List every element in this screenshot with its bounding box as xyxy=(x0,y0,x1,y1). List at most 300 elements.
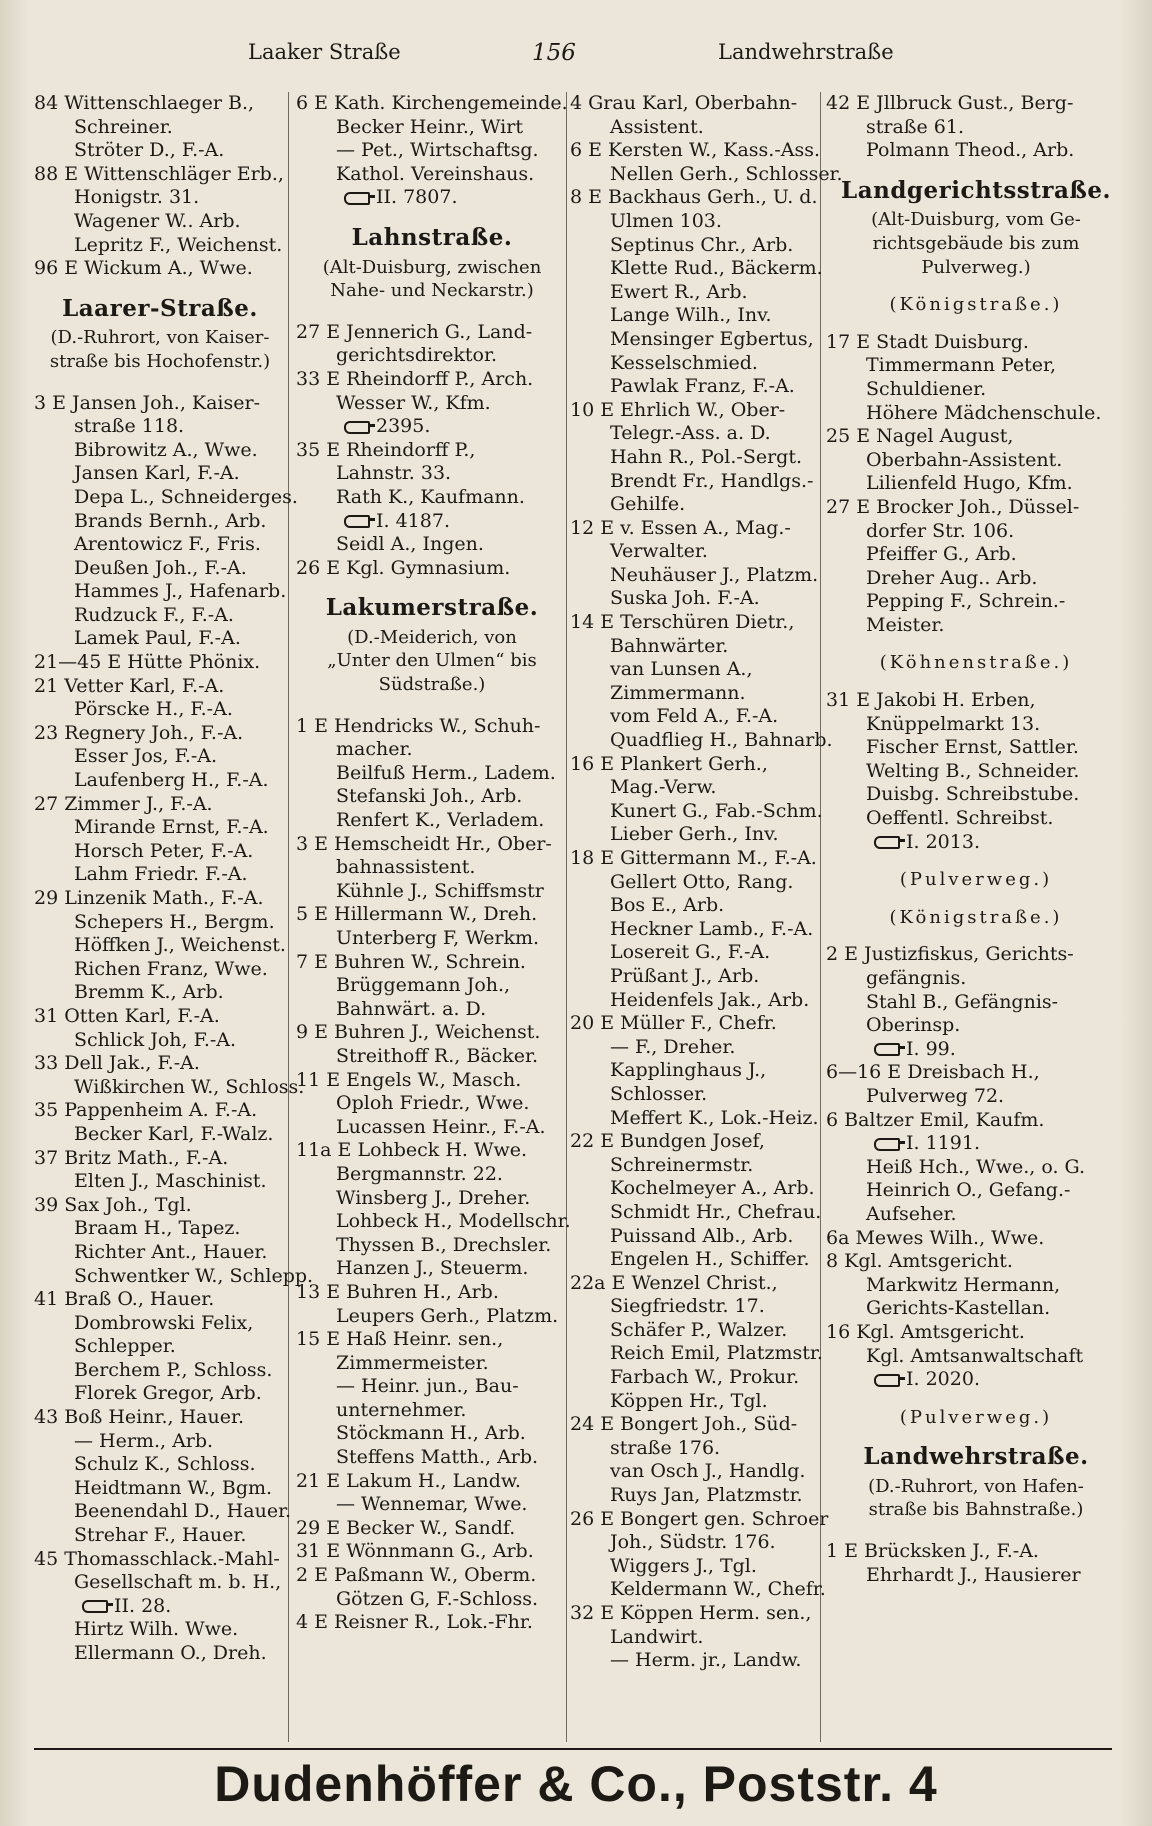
entry-line: 9 E Buhren J., Weichenst. xyxy=(296,1021,541,1044)
entry-line: unternehmer. xyxy=(336,1398,467,1421)
resident-entry xyxy=(296,1422,568,1446)
telephone-entry xyxy=(296,510,568,534)
entry-line: Kunert G., Fab.-Schm. xyxy=(610,799,823,822)
entry-line: Mensinger Egbertus, xyxy=(610,327,814,350)
resident-entry xyxy=(34,1217,286,1241)
entry-line: 37 Britz Math., F.-A. xyxy=(34,1146,229,1169)
entry-line: Fischer Ernst, Sattler. xyxy=(866,736,1079,759)
resident-entry xyxy=(826,807,1126,831)
entry-line: 3 E Jansen Joh., Kaiser- xyxy=(34,391,260,414)
entry-line: Kesselschmied. xyxy=(610,351,758,374)
entry-line: Stöckmann H., Arb. xyxy=(336,1422,526,1445)
resident-entry xyxy=(34,1147,286,1171)
cross-street-marker: (Pulverweg.) xyxy=(899,1406,1053,1428)
resident-entry xyxy=(570,281,814,305)
entry-line: Quadflieg H., Bahnarb. xyxy=(610,729,833,752)
resident-entry xyxy=(570,1248,814,1272)
entry-line: 16 E Plankert Gerh., xyxy=(570,752,768,775)
resident-entry xyxy=(34,745,286,769)
resident-entry xyxy=(826,943,1126,990)
entry-line: Schreiner. xyxy=(74,115,173,138)
entry-line: Heidenfels Jak., Arb. xyxy=(610,988,810,1011)
entry-line: 6a Mewes Wilh., Wwe. xyxy=(826,1226,1045,1249)
entry-line: Berchem P., Schloss. xyxy=(74,1358,273,1381)
resident-entry xyxy=(34,1335,286,1359)
resident-entry xyxy=(34,462,286,486)
entry-line: 29 E Becker W., Sandf. xyxy=(296,1516,516,1539)
resident-entry xyxy=(570,1272,814,1319)
entry-line: bahnassistent. xyxy=(336,856,476,879)
resident-entry xyxy=(570,1484,814,1508)
entry-line: 8 E Backhaus Gerh., U. d. xyxy=(570,186,818,209)
street-description-line: (D.-Ruhrort, von Kaiser- xyxy=(50,327,270,349)
entry-line: Wagener W.. Arb. xyxy=(74,209,241,232)
resident-entry xyxy=(34,1194,286,1218)
resident-entry xyxy=(34,816,286,840)
cross-street-marker: (Königstraße.) xyxy=(889,294,1063,316)
telephone-entry xyxy=(34,1595,286,1619)
resident-entry xyxy=(570,965,814,989)
entry-line: 35 E Rheindorff P., xyxy=(296,438,476,461)
street-description xyxy=(826,1475,1126,1522)
entry-line: 24 E Bongert Joh., Süd- xyxy=(570,1413,798,1436)
entry-line: Rath K., Kaufmann. xyxy=(336,485,525,508)
entry-line: Heiß Hch., Wwe., o. G. xyxy=(866,1155,1086,1178)
entry-line: Lilienfeld Hugo, Kfm. xyxy=(866,472,1073,495)
entry-line: 26 E Kgl. Gymnasium. xyxy=(296,556,511,579)
resident-entry xyxy=(296,368,568,415)
entry-line: Götzen G, F.-Schloss. xyxy=(336,1587,538,1610)
entry-line: Pulverweg 72. xyxy=(866,1084,1005,1107)
resident-entry xyxy=(34,510,286,534)
resident-entry xyxy=(570,162,843,187)
resident-entry xyxy=(826,425,1126,472)
resident-entry xyxy=(826,736,1126,760)
resident-entry xyxy=(296,533,568,557)
entry-line: Wesser W., Kfm. xyxy=(336,391,491,414)
resident-entry xyxy=(34,1052,286,1076)
resident-entry xyxy=(34,698,286,722)
entry-line: Nellen Gerh., Schlosser. xyxy=(610,162,843,185)
entry-line: 84 Wittenschlaeger B., xyxy=(34,92,255,114)
resident-entry xyxy=(826,590,1126,637)
entry-line: Dreher Aug.. Arb. xyxy=(866,566,1038,589)
resident-entry xyxy=(34,1241,286,1265)
telephone-number: I. 4187. xyxy=(376,509,450,532)
resident-entry xyxy=(34,392,286,439)
street-heading: Landgerichtsstraße. xyxy=(841,176,1111,204)
resident-entry xyxy=(34,627,286,651)
resident-entry xyxy=(826,402,1126,426)
resident-entry xyxy=(296,1540,568,1564)
resident-entry xyxy=(826,92,1126,139)
entry-line: Schäfer P., Walzer. xyxy=(610,1318,788,1341)
spacer xyxy=(826,1528,1126,1540)
entry-line: Winsberg J., Dreher. xyxy=(336,1186,531,1209)
resident-entry xyxy=(34,1359,286,1383)
resident-entry xyxy=(570,1225,814,1249)
resident-entry xyxy=(826,1564,1126,1588)
entry-line: Steffens Matth., Arb. xyxy=(336,1446,539,1469)
entry-line: Laufenberg H., F.-A. xyxy=(74,769,269,792)
resident-entry xyxy=(826,1345,1126,1369)
entry-line: 6 E Kersten W., Kass.-Ass. xyxy=(570,139,821,162)
entry-line: Kapplinghaus J., xyxy=(610,1059,767,1082)
entry-line: Pfeiffer G., Arb. xyxy=(866,543,1017,566)
resident-entry xyxy=(570,1578,826,1602)
spacer xyxy=(34,380,286,392)
street-description xyxy=(826,208,1126,279)
resident-entry xyxy=(826,354,1126,401)
entry-line: Mirande Ernst, F.-A. xyxy=(74,816,269,839)
resident-entry xyxy=(570,1649,814,1673)
resident-entry xyxy=(570,729,833,753)
entry-line: Neuhäuser J., Platzm. xyxy=(610,563,819,586)
entry-line: 15 E Haß Heinr. sen., xyxy=(296,1328,504,1351)
street-description xyxy=(296,256,568,303)
street-description xyxy=(296,626,568,697)
resident-entry xyxy=(570,1130,814,1177)
entry-line: straße 61. xyxy=(866,115,964,138)
resident-entry xyxy=(34,163,286,210)
resident-entry xyxy=(296,1328,568,1375)
entry-line: Lamek Paul, F.-A. xyxy=(74,627,241,650)
entry-line: Deußen Joh., F.-A. xyxy=(74,556,247,579)
street-description-line: Nahe- und Neckarstr.) xyxy=(330,280,534,302)
entry-line: Oploh Friedr., Wwe. xyxy=(336,1092,530,1115)
resident-entry xyxy=(826,472,1126,496)
entry-line: 7 E Buhren W., Schrein. xyxy=(296,950,526,973)
resident-entry xyxy=(34,1382,286,1406)
entry-line: 5 E Hillermann W., Dreh. xyxy=(296,903,538,926)
resident-entry xyxy=(570,139,821,163)
entry-line: Becker Karl, F.-Walz. xyxy=(74,1122,274,1145)
entry-line: 21 E Lakum H., Landw. xyxy=(296,1469,521,1492)
entry-line: Strehar F., Hauer. xyxy=(74,1524,247,1547)
page-number: 156 xyxy=(532,40,576,66)
resident-entry xyxy=(826,543,1126,567)
resident-entry xyxy=(34,793,286,817)
resident-entry xyxy=(570,234,814,258)
column-2 xyxy=(296,92,571,1742)
entry-line: Elten J., Maschinist. xyxy=(74,1170,267,1193)
entry-line: Polmann Theod., Arb. xyxy=(866,139,1075,162)
entry-line: Prüßant J., Arb. xyxy=(610,964,760,987)
entry-line: Gesellschaft m. b. H., xyxy=(74,1571,282,1594)
entry-line: van Osch J., Handlg. xyxy=(610,1460,806,1483)
street-heading: Lakumerstraße. xyxy=(325,594,539,622)
resident-entry xyxy=(296,1564,568,1588)
resident-entry xyxy=(296,1517,568,1541)
resident-entry xyxy=(34,604,286,628)
resident-entry xyxy=(570,304,814,328)
entry-line: Puissand Alb., Arb. xyxy=(610,1224,794,1247)
resident-entry xyxy=(296,880,568,904)
entry-line: 26 E Bongert gen. Schroer xyxy=(570,1507,829,1530)
resident-entry xyxy=(296,1210,571,1234)
resident-entry xyxy=(826,1109,1126,1133)
resident-entry xyxy=(34,1288,286,1312)
entry-line: Bergmannstr. 22. xyxy=(336,1162,503,1185)
resident-entry xyxy=(296,1611,568,1635)
entry-line: Wißkirchen W., Schloss. xyxy=(74,1075,305,1098)
resident-entry xyxy=(570,1177,814,1201)
entry-line: Seidl A., Ingen. xyxy=(336,533,484,556)
entry-line: Beenendahl D., Hauer. xyxy=(74,1500,292,1523)
entry-line: Beilfuß Herm., Ladem. xyxy=(336,761,556,784)
resident-entry xyxy=(296,1305,568,1329)
column-3 xyxy=(570,92,843,1742)
entry-line: 14 E Terschüren Dietr., xyxy=(570,611,795,634)
header-right-street: Landwehrstraße xyxy=(718,40,894,64)
resident-entry xyxy=(296,139,568,163)
entry-line: Oberinsp. xyxy=(866,1014,961,1037)
resident-entry xyxy=(570,1012,814,1036)
entry-line: Schepers H., Bergm. xyxy=(74,910,275,933)
header-left-street: Laaker Straße xyxy=(248,40,401,64)
entry-line: 29 Linzenik Math., F.-A. xyxy=(34,887,264,909)
entry-line: Heidtmann W., Bgm. xyxy=(74,1476,273,1499)
entry-line: Schuldiener. xyxy=(866,377,987,400)
entry-line: Wiggers J., Tgl. xyxy=(610,1554,757,1577)
resident-entry xyxy=(570,1390,814,1414)
street-description-line: (Alt-Duisburg, zwischen xyxy=(322,256,542,278)
resident-entry xyxy=(570,563,819,588)
entry-line: 96 E Wickum A., Wwe. xyxy=(34,257,253,280)
resident-entry xyxy=(34,1029,286,1053)
entry-line: 22 E Bundgen Josef, xyxy=(570,1130,765,1153)
entry-line: Meister. xyxy=(866,613,945,636)
resident-entry xyxy=(34,1618,286,1642)
entry-line: Köppen Hr., Tgl. xyxy=(610,1389,768,1412)
telephone-icon xyxy=(82,1600,108,1613)
resident-entry xyxy=(296,163,568,187)
resident-entry xyxy=(34,1477,286,1501)
entry-line: Markwitz Hermann, xyxy=(866,1273,1061,1296)
entry-line: — Wennemar, Wwe. xyxy=(336,1493,528,1516)
entry-line: Becker Heinr., Wirt xyxy=(336,115,523,138)
entry-line: Welting B., Schneider. xyxy=(866,759,1080,782)
entry-line: Farbach W., Prokur. xyxy=(610,1366,800,1389)
entry-line: 31 E Jakobi H. Erben, xyxy=(826,689,1036,712)
resident-entry xyxy=(570,871,814,895)
entry-line: Brendt Fr., Handlgs.- xyxy=(610,469,814,492)
entry-line: Lucassen Heinr., F.-A. xyxy=(336,1115,546,1138)
street-description-line: (D.-Meiderich, von xyxy=(347,626,517,648)
resident-entry xyxy=(570,799,823,824)
entry-line: Septinus Chr., Arb. xyxy=(610,233,794,256)
resident-entry xyxy=(296,1470,568,1494)
resident-entry xyxy=(570,1413,814,1460)
entry-line: 11 E Engels W., Masch. xyxy=(296,1068,522,1091)
entry-line: Reich Emil, Platzmstr. xyxy=(610,1342,823,1365)
telephone-icon xyxy=(874,836,900,849)
resident-entry xyxy=(34,911,286,935)
resident-entry xyxy=(34,981,286,1005)
street-description-line: (D.-Ruhrort, von Hafen- xyxy=(868,1475,1084,1497)
telephone-entry xyxy=(296,186,568,210)
entry-line: 35 Pappenheim A. F.-A. xyxy=(34,1099,258,1122)
entry-line: Gerichts-Kastellan. xyxy=(866,1297,1051,1320)
entry-line: Schreinermstr. xyxy=(610,1153,754,1176)
resident-entry xyxy=(570,186,818,233)
resident-entry xyxy=(296,1493,568,1517)
resident-entry xyxy=(34,958,286,982)
entry-line: Ulmen 103. xyxy=(610,209,722,232)
entry-line: 17 E Stadt Duisburg. xyxy=(826,330,1029,353)
resident-entry xyxy=(570,1460,814,1484)
entry-line: Schlepper. xyxy=(74,1335,176,1358)
resident-entry xyxy=(570,1366,814,1390)
resident-entry xyxy=(570,1059,814,1106)
entry-line: 32 E Köppen Herm. sen., xyxy=(570,1602,812,1624)
entry-line: Engelen H., Schiffer. xyxy=(610,1248,810,1271)
resident-entry xyxy=(826,331,1126,355)
entry-line: Pörscke H., F.-A. xyxy=(74,698,233,721)
entry-line: 11a E Lohbeck H. Wwe. xyxy=(296,1139,528,1162)
telephone-entry xyxy=(826,1368,1126,1392)
spacer xyxy=(296,309,568,321)
resident-entry xyxy=(34,1123,286,1147)
resident-entry xyxy=(570,847,817,871)
resident-entry xyxy=(296,557,568,581)
resident-entry xyxy=(296,1257,568,1281)
entry-line: Schulz K., Schloss. xyxy=(74,1453,256,1476)
resident-entry xyxy=(826,1179,1126,1226)
entry-line: Heinrich O., Gefang.- xyxy=(866,1179,1071,1202)
resident-entry xyxy=(826,496,1126,543)
resident-entry xyxy=(296,927,568,951)
entry-line: 27 E Jennerich G., Land- xyxy=(296,320,533,343)
street-description xyxy=(34,326,286,373)
entry-line: 41 Braß O., Hauer. xyxy=(34,1288,215,1311)
entry-line: 4 E Reisner R., Lok.-Fhr. xyxy=(296,1611,533,1634)
entry-line: Suska Joh. F.-A. xyxy=(610,587,760,610)
telephone-number: I. 2013. xyxy=(906,830,980,853)
resident-entry xyxy=(570,918,814,942)
entry-line: Richter Ant., Hauer. xyxy=(74,1240,268,1263)
entry-line: Dombrowski Felix, xyxy=(74,1311,254,1334)
entry-line: 27 E Brocker Joh., Düssel- xyxy=(826,495,1080,518)
entry-line: Brüggemann Joh., xyxy=(336,974,511,997)
resident-entry xyxy=(34,1312,286,1336)
resident-entry xyxy=(34,1264,314,1289)
telephone-icon xyxy=(874,1138,900,1151)
resident-entry xyxy=(296,1234,568,1258)
resident-entry xyxy=(34,1406,286,1430)
entry-line: straße 176. xyxy=(610,1436,721,1459)
resident-entry xyxy=(826,1156,1126,1180)
resident-entry xyxy=(826,760,1126,784)
resident-entry xyxy=(34,139,286,163)
entry-line: Aufseher. xyxy=(866,1202,957,1225)
resident-entry xyxy=(826,1321,1126,1345)
resident-entry xyxy=(826,139,1126,163)
entry-line: 2 E Paßmann W., Oberm. xyxy=(296,1564,537,1587)
resident-entry xyxy=(34,863,286,887)
entry-line: Höffken J., Weichenst. xyxy=(74,934,286,957)
entry-line: Timmermann Peter, xyxy=(866,354,1057,377)
resident-entry xyxy=(296,951,568,975)
resident-entry xyxy=(826,1061,1126,1108)
telephone-entry xyxy=(296,415,568,439)
advertisement-footer: Dudenhöffer & Co., Poststr. 4 xyxy=(214,1756,938,1812)
resident-entry xyxy=(34,1524,286,1548)
resident-entry xyxy=(296,974,568,1021)
street-heading: Laarer-Straße. xyxy=(62,294,258,322)
entry-line: 6 E Kath. Kirchengemeinde. xyxy=(296,92,568,114)
resident-entry xyxy=(34,92,286,139)
entry-line: Florek Gregor, Arb. xyxy=(74,1382,262,1405)
entry-line: Lieber Gerh., Inv. xyxy=(610,823,779,846)
entry-line: Ruys Jan, Platzmstr. xyxy=(610,1484,803,1507)
spacer xyxy=(296,703,568,715)
resident-entry xyxy=(570,257,823,281)
entry-line: Leupers Gerh., Platzm. xyxy=(336,1304,559,1327)
resident-entry xyxy=(296,785,568,809)
entry-line: 21 Vetter Karl, F.-A. xyxy=(34,674,225,697)
telephone-number: II. 28. xyxy=(114,1594,172,1617)
entry-line: 18 E Gittermann M., F.-A. xyxy=(570,847,817,869)
entry-line: Arentowicz F., Fris. xyxy=(74,533,261,556)
entry-line: Joh., Südstr. 176. xyxy=(610,1531,776,1554)
resident-entry xyxy=(34,722,286,746)
entry-line: Hammes J., Hafenarb. xyxy=(74,580,287,603)
resident-entry xyxy=(296,833,568,880)
entry-line: Siegfriedstr. 17. xyxy=(610,1295,765,1318)
resident-entry xyxy=(34,1099,286,1123)
entry-line: 27 Zimmer J., F.-A. xyxy=(34,792,213,815)
resident-entry xyxy=(34,1548,286,1595)
resident-entry xyxy=(34,557,286,581)
entry-line: — F., Dreher. xyxy=(610,1035,736,1058)
entry-line: Oberbahn-Assistent. xyxy=(866,448,1063,471)
entry-line: — Heinr. jun., Bau- xyxy=(336,1375,519,1398)
resident-entry xyxy=(570,1319,814,1343)
entry-line: 1 E Hendricks W., Schuh- xyxy=(296,714,541,737)
resident-entry xyxy=(570,611,814,658)
entry-line: Zimmermann. xyxy=(610,681,746,704)
entry-line: van Lunsen A., xyxy=(610,658,753,681)
entry-line: 3 E Hemscheidt Hr., Ober- xyxy=(296,832,552,855)
resident-entry xyxy=(34,887,286,911)
resident-entry xyxy=(570,705,814,729)
entry-line: Kühnle J., Schiffsmstr xyxy=(336,879,544,902)
resident-entry xyxy=(34,1642,286,1666)
resident-entry xyxy=(570,1200,822,1225)
entry-line: Ewert R., Arb. xyxy=(610,280,748,303)
entry-line: Pepping F., Schrein.- xyxy=(866,590,1066,613)
entry-line: Assistent. xyxy=(610,115,704,138)
entry-line: dorfer Str. 106. xyxy=(866,519,1015,542)
resident-entry xyxy=(296,1446,568,1470)
resident-entry xyxy=(570,1507,829,1555)
resident-entry xyxy=(826,567,1126,591)
entry-line: Horsch Peter, F.-A. xyxy=(74,839,254,862)
entry-line: 21—45 E Hütte Phönix. xyxy=(34,651,261,674)
entry-line: Lahnstr. 33. xyxy=(336,462,452,485)
resident-entry xyxy=(570,1036,814,1060)
resident-entry xyxy=(34,1005,286,1029)
resident-entry xyxy=(34,1430,286,1454)
resident-entry xyxy=(570,894,814,918)
street-description-line: richtsgebäude bis zum xyxy=(872,232,1080,254)
entry-line: 8 Kgl. Amtsgericht. xyxy=(826,1250,1013,1273)
resident-entry xyxy=(296,1281,568,1305)
entry-line: Richen Franz, Wwe. xyxy=(74,957,268,980)
entry-line: Kgl. Amtsanwaltschaft xyxy=(866,1344,1084,1367)
entry-line: Depa L., Schneiderges. xyxy=(74,485,298,508)
